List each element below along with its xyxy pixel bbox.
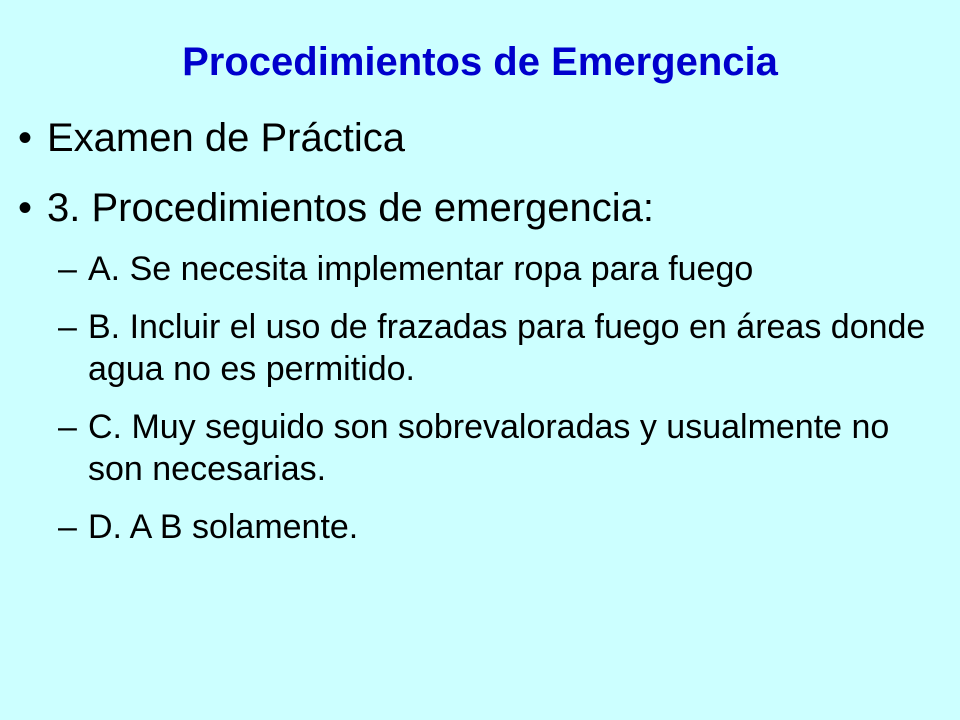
dash-icon: –	[58, 250, 77, 288]
bullet-dot-icon: •	[18, 186, 33, 230]
sub-item-text: B. Incluir el uso de frazadas para fuego en áreas donde agua no es permitido.	[88, 308, 926, 388]
bullet-list	[0, 108, 960, 564]
sub-item-b	[0, 306, 960, 390]
sub-item-text: A. Se necesita implementar ropa para fuego	[88, 250, 754, 288]
bullet-item	[0, 108, 960, 168]
dash-icon: –	[58, 508, 77, 546]
bullet-item	[0, 178, 960, 238]
sub-list-container	[0, 248, 960, 548]
sub-item-c	[0, 406, 960, 490]
bullet-text: 3. Procedimientos de emergencia:	[47, 186, 654, 230]
sub-item-text: D. A B solamente.	[88, 508, 359, 546]
sub-item-text: C. Muy seguido son sobrevaloradas y usualmente no son necesarias.	[88, 408, 890, 488]
sub-item-a	[0, 248, 960, 290]
sub-item-d	[0, 506, 960, 548]
bullet-text: Examen de Práctica	[47, 116, 405, 160]
dash-icon: –	[58, 308, 77, 346]
bullet-dot-icon: •	[18, 116, 33, 160]
slide-title: Procedimientos de Emergencia	[182, 40, 778, 84]
sub-list	[0, 248, 960, 548]
dash-icon: –	[58, 408, 77, 446]
